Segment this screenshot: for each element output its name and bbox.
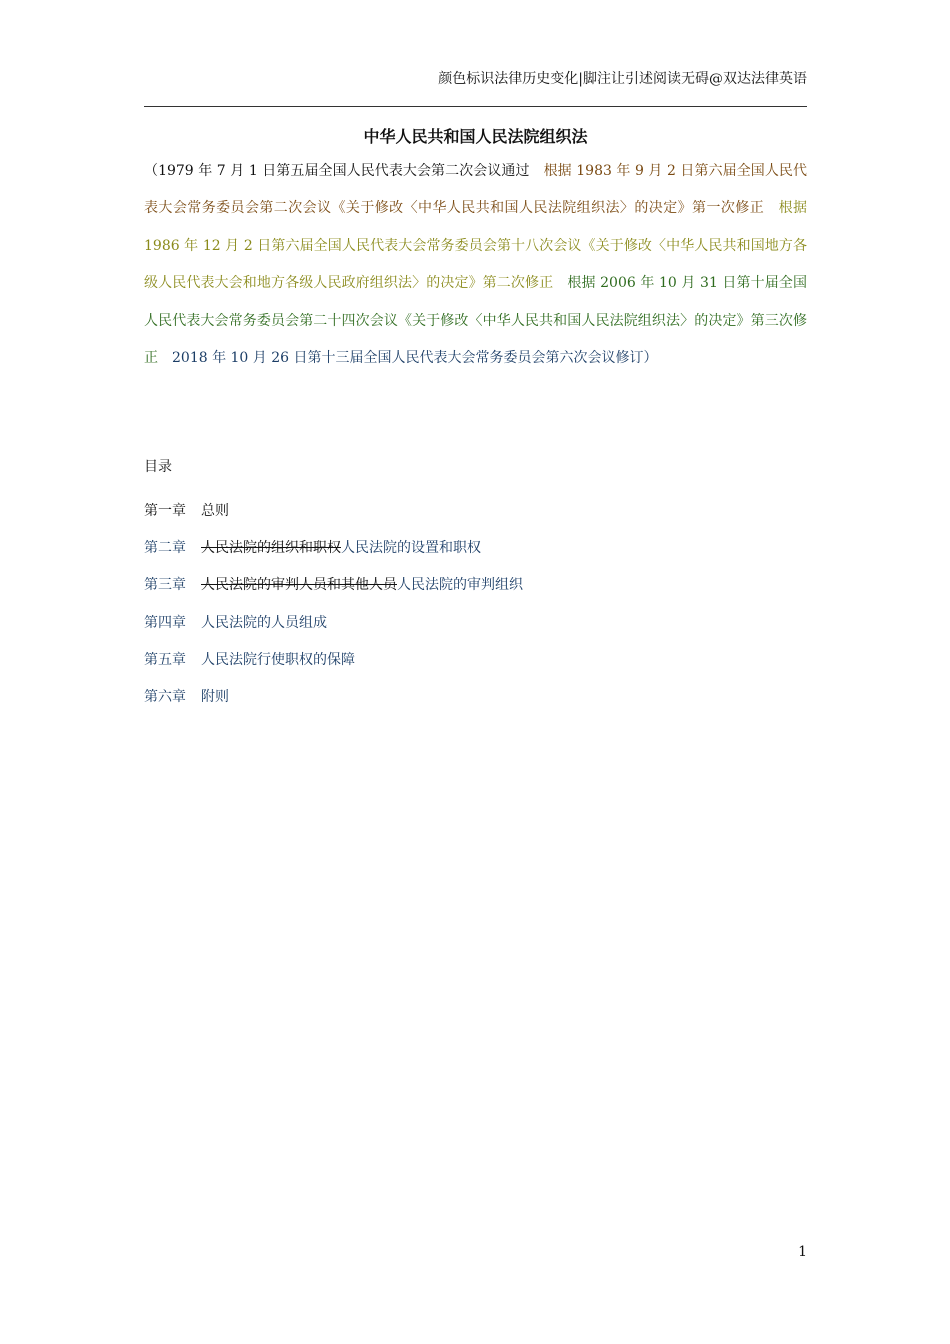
toc-item-chapter-1[interactable] <box>144 500 229 520</box>
document-title: 中华人民共和国人民法院组织法 <box>363 127 588 146</box>
page-number: 1 <box>798 1244 807 1260</box>
toc-chapter-number: 第一章 <box>144 503 186 519</box>
toc-chapter-title: 总则 <box>201 503 229 519</box>
history-segment-1986: 根据 1986 年 12 月 2 日第六届全国人民代表大会常务委员会第十八次会议《关于修改〈中华人民共和国地方各级人民代表大会和地方各级人民政府组织法〉的决定》第二次修正 <box>144 200 808 292</box>
page-header: 颜色标识法律历史变化|脚注让引述阅读无碍@双达法律英语 <box>438 71 807 87</box>
toc-deleted-title: 人民法院的审判人员和其他人员 <box>201 577 397 593</box>
toc-item-chapter-4[interactable] <box>144 612 327 632</box>
toc-chapter-number: 第三章 <box>144 577 186 593</box>
toc-item-chapter-3[interactable] <box>144 574 523 594</box>
amendment-history <box>144 153 807 377</box>
toc-chapter-number: 第五章 <box>144 652 186 668</box>
toc-item-chapter-6[interactable] <box>144 686 229 706</box>
history-segment-2018: 2018 年 10 月 26 日第十三届全国人民代表大会常务委员会第六次会议修订） <box>172 350 658 367</box>
toc-deleted-title: 人民法院的组织和职权 <box>201 540 341 556</box>
history-segment-1979: （1979 年 7 月 1 日第五届全国人民代表大会第二次会议通过 <box>144 163 544 179</box>
toc-item-chapter-5[interactable] <box>144 649 355 669</box>
toc-chapter-title: 附则 <box>201 689 229 705</box>
toc-chapter-title: 人民法院的审判组织 <box>397 577 523 593</box>
toc-chapter-number: 第四章 <box>144 615 186 631</box>
toc-chapter-number: 第二章 <box>144 540 186 556</box>
toc-chapter-title: 人民法院的人员组成 <box>201 615 327 631</box>
toc-chapter-title: 人民法院行使职权的保障 <box>201 652 355 668</box>
toc-chapter-number: 第六章 <box>144 689 186 705</box>
history-segment-1983: 根据 1983 年 9 月 2 日第六届全国人民代表大会常务委员会第二次会议《关于修改〈中华人民共和国人民法院组织法〉的决定》第一次修正 <box>144 163 807 217</box>
header-rule <box>144 106 807 107</box>
toc-item-chapter-2[interactable] <box>144 537 481 557</box>
history-segment-2006: 根据 2006 年 10 月 31 日第十届全国人民代表大会常务委员会第二十四次会议《关于修改〈中华人民共和国人民法院组织法〉的决定》第三次修正 <box>144 275 807 367</box>
toc-chapter-title: 人民法院的设置和职权 <box>341 540 481 556</box>
toc-heading: 目录 <box>144 459 172 475</box>
